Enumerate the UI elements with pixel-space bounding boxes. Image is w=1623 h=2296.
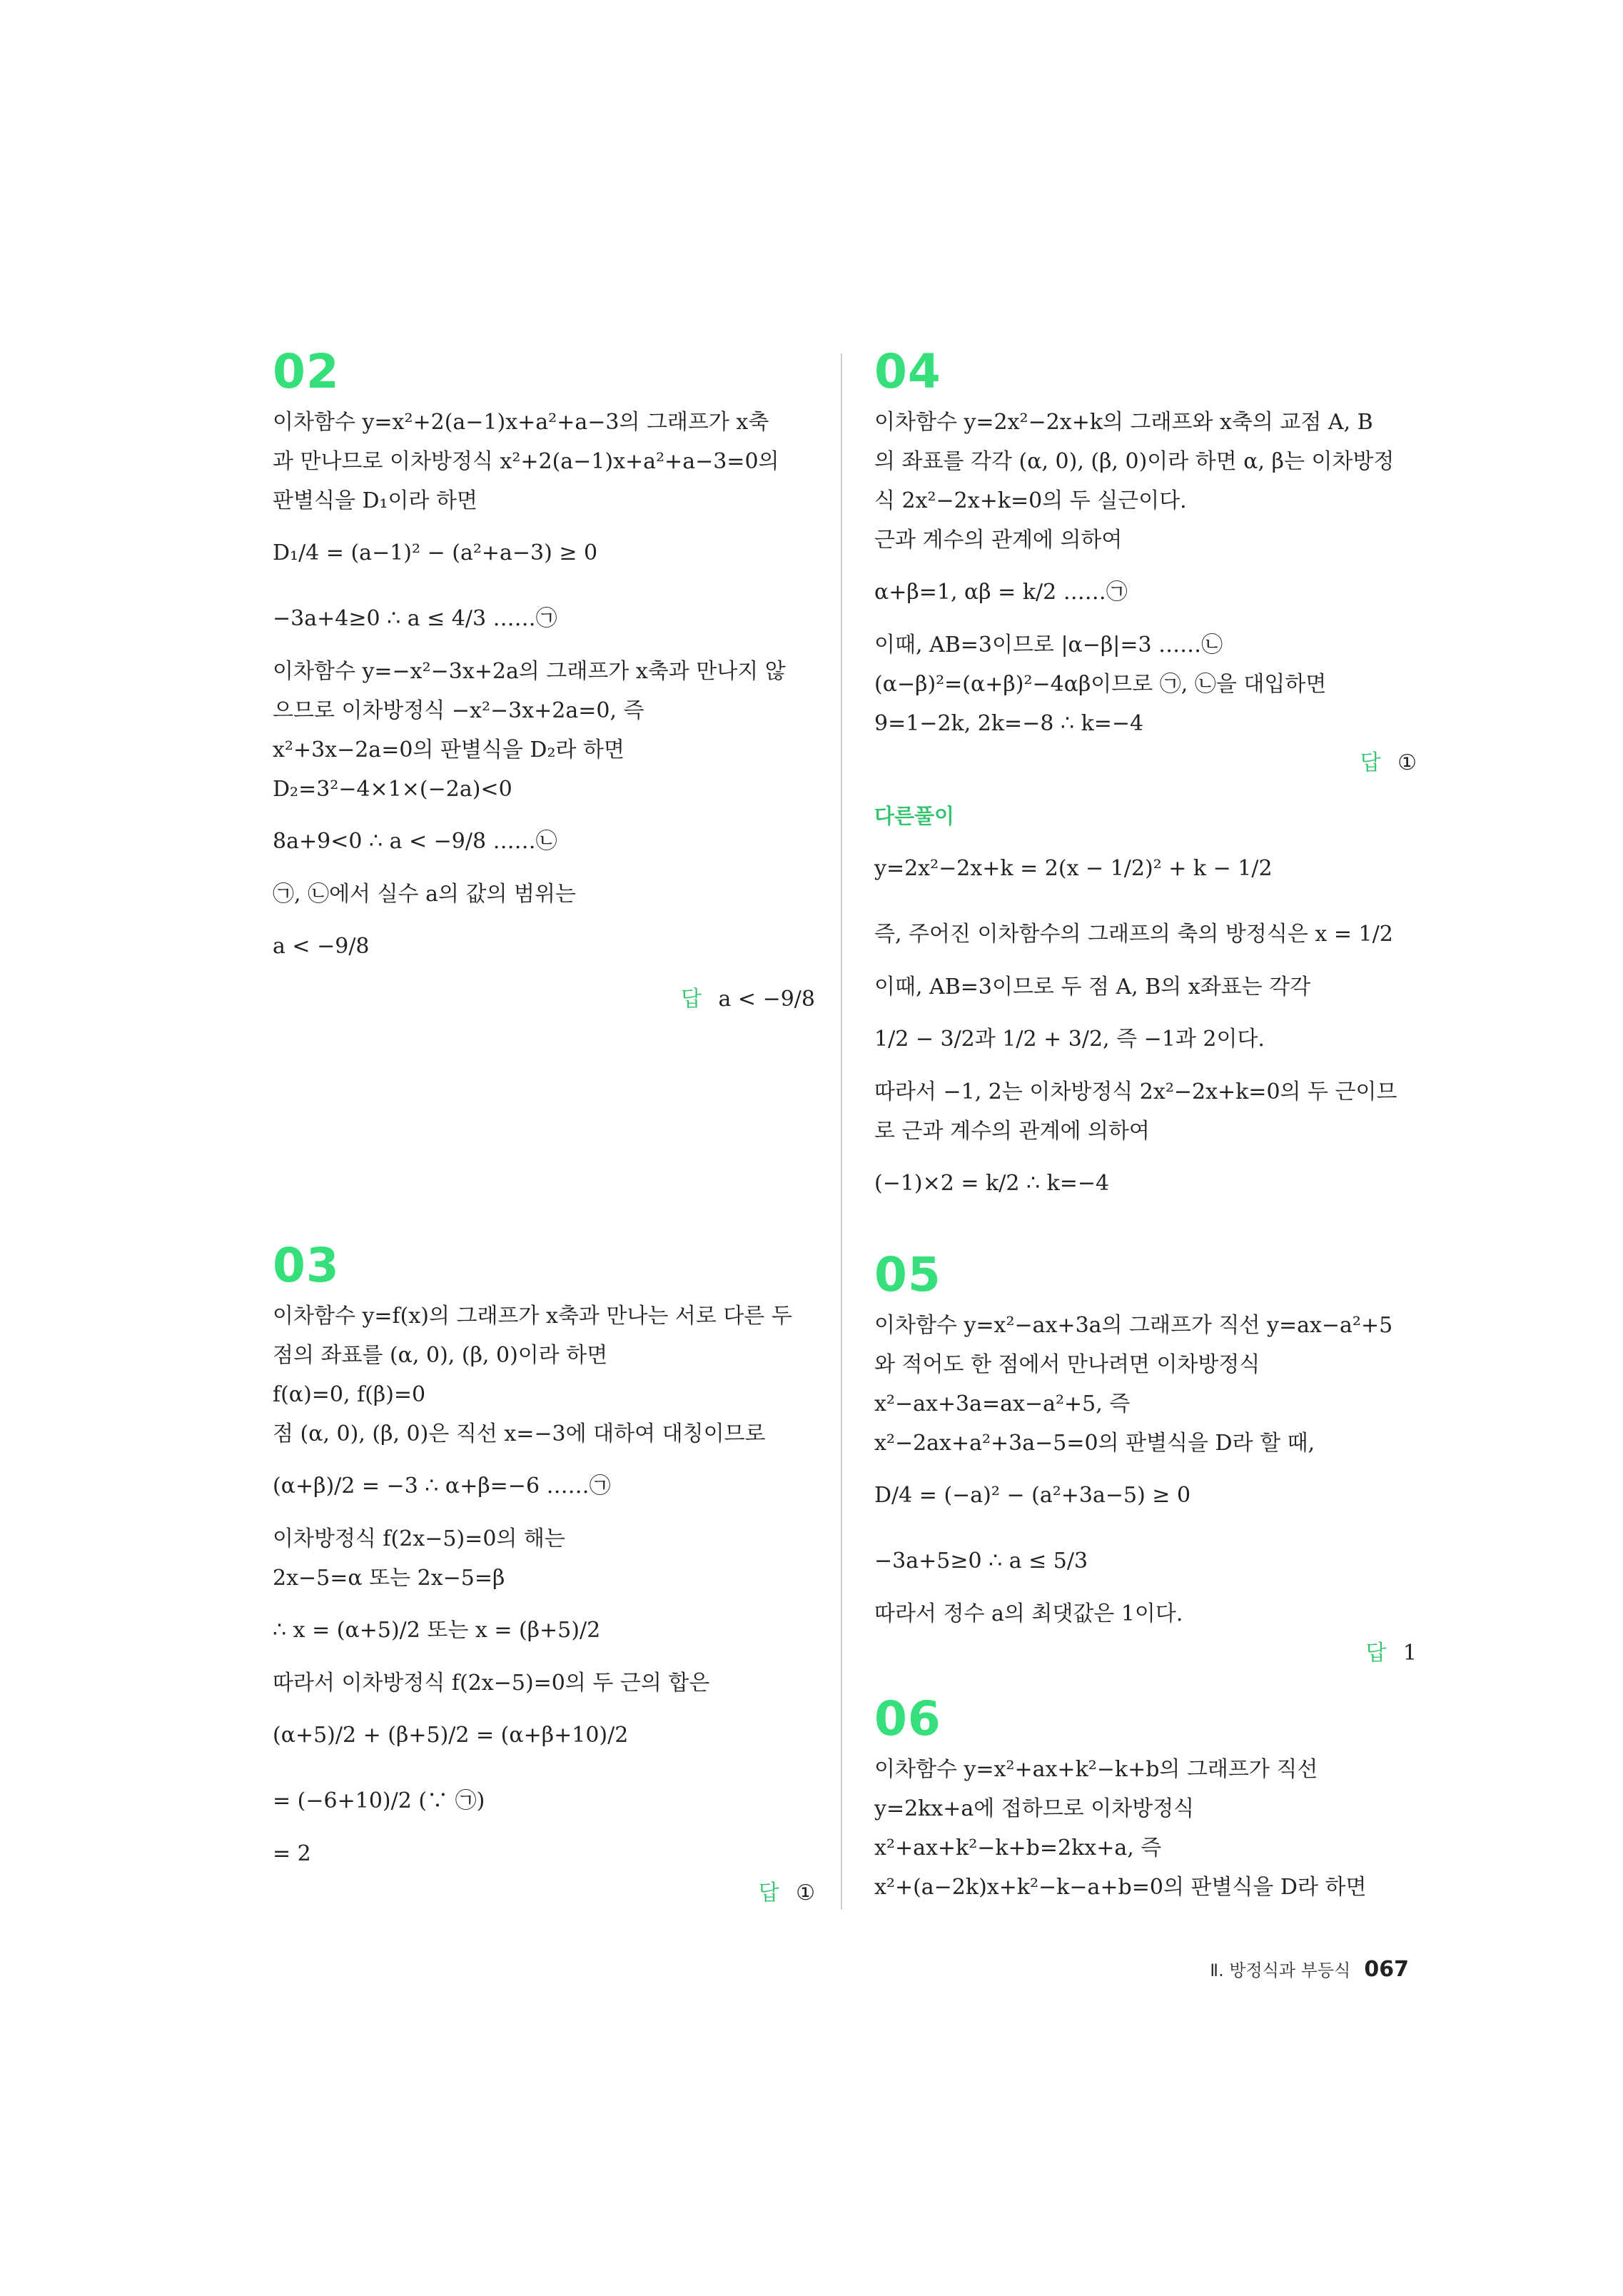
text-line: 이차함수 y=−x²−3x+2a의 그래프가 x축과 만나지 않 bbox=[273, 659, 786, 684]
problem-06 bbox=[874, 1691, 1417, 1907]
alternative-solution-title: 다른풀이 bbox=[874, 804, 955, 828]
equation-line: = (−6+10)/2 (∵ ㉠) bbox=[273, 1788, 485, 1813]
problem-number: 03 bbox=[273, 1238, 340, 1293]
text-line: 이차함수 y=x²−ax+3a의 그래프가 직선 y=ax−a²+5 bbox=[874, 1313, 1393, 1338]
answer-value: ① bbox=[796, 1880, 815, 1905]
text-line: 이차방정식 f(2x−5)=0의 해는 bbox=[273, 1526, 565, 1551]
equation-line: D₂=3²−4×1×(−2a)<0 bbox=[273, 777, 512, 802]
equation-line: (α+β)/2 = −3 ∴ α+β=−6 ……㉠ bbox=[273, 1474, 611, 1499]
equation-line: a < −9/8 bbox=[273, 934, 370, 959]
text-line: 식 2x²−2x+k=0의 두 실근이다. bbox=[874, 488, 1187, 513]
page-footer bbox=[1210, 1956, 1409, 1982]
text-line: 즉, 주어진 이차함수의 그래프의 축의 방정식은 x = 1/2 bbox=[874, 922, 1393, 947]
section-title: Ⅱ. 방정식과 부등식 bbox=[1210, 1960, 1351, 1980]
equation-line: 2x−5=α 또는 2x−5=β bbox=[273, 1566, 505, 1591]
problem-number: 04 bbox=[874, 344, 941, 399]
equation-line: x²−ax+3a=ax−a²+5, 즉 bbox=[874, 1391, 1131, 1416]
answer-value: ① bbox=[1397, 750, 1417, 775]
equation-line: −3a+4≥0 ∴ a ≤ 4/3 ……㉠ bbox=[273, 606, 557, 631]
text-line: 로 근과 계수의 관계에 의하여 bbox=[874, 1119, 1150, 1144]
page-number: 067 bbox=[1364, 1957, 1409, 1982]
equation-line: D₁/4 = (a−1)² − (a²+a−3) ≥ 0 bbox=[273, 540, 598, 565]
text-line: 점 (α, 0), (β, 0)은 직선 x=−3에 대하여 대칭이므로 bbox=[273, 1421, 766, 1446]
text-line: 이때, AB=3이므로 두 점 A, B의 x좌표는 각각 bbox=[874, 975, 1311, 1000]
equation-line: 1/2 − 3/2과 1/2 + 3/2, 즉 −1과 2이다. bbox=[874, 1027, 1265, 1052]
text-line: y=2kx+a에 접하므로 이차방정식 bbox=[874, 1796, 1195, 1821]
equation-line: f(α)=0, f(β)=0 bbox=[273, 1382, 426, 1407]
equation-line: (−1)×2 = k/2 ∴ k=−4 bbox=[874, 1171, 1110, 1196]
equation-line: 이때, AB=3이므로 |α−β|=3 ……㉡ bbox=[874, 633, 1223, 658]
answer-label: 답 bbox=[1360, 750, 1381, 775]
text-line: x²+(a−2k)x+k²−k−a+b=0의 판별식을 D라 하면 bbox=[874, 1875, 1367, 1900]
equation-line: x²+ax+k²−k+b=2kx+a, 즉 bbox=[874, 1836, 1162, 1861]
answer-label: 답 bbox=[758, 1880, 779, 1905]
answer-label: 답 bbox=[1365, 1641, 1387, 1666]
equation-line: D/4 = (−a)² − (a²+3a−5) ≥ 0 bbox=[874, 1483, 1191, 1508]
equation-line: 8a+9<0 ∴ a < −9/8 ……㉡ bbox=[273, 829, 557, 854]
problem-number: 02 bbox=[273, 344, 340, 399]
text-line: 와 적어도 한 점에서 만나려면 이차방정식 bbox=[874, 1352, 1260, 1377]
equation-line: 9=1−2k, 2k=−8 ∴ k=−4 bbox=[874, 711, 1144, 736]
equation-line: = 2 bbox=[273, 1841, 311, 1866]
problem-02 bbox=[273, 344, 815, 1019]
text-line: 이차함수 y=x²+2(a−1)x+a²+a−3의 그래프가 x축 bbox=[273, 410, 769, 435]
column-divider bbox=[841, 353, 842, 1910]
text-line: 이차함수 y=f(x)의 그래프가 x축과 만나는 서로 다른 두 bbox=[273, 1304, 792, 1329]
problem-04 bbox=[874, 344, 1417, 1217]
text-line: 이차함수 y=2x²−2x+k의 그래프와 x축의 교점 A, B bbox=[874, 410, 1373, 435]
text-line: 점의 좌표를 (α, 0), (β, 0)이라 하면 bbox=[273, 1343, 608, 1368]
problem-05 bbox=[874, 1247, 1417, 1673]
text-line: ㉠, ㉡에서 실수 a의 값의 범위는 bbox=[273, 882, 576, 907]
equation-line: (α+5)/2 + (β+5)/2 = (α+β+10)/2 bbox=[273, 1723, 629, 1748]
text-line: 따라서 정수 a의 최댓값은 1이다. bbox=[874, 1601, 1183, 1626]
text-line: 근과 계수의 관계에 의하여 bbox=[874, 528, 1123, 553]
equation-line: ∴ x = (α+5)/2 또는 x = (β+5)/2 bbox=[273, 1618, 601, 1643]
text-line: x²+3x−2a=0의 판별식을 D₂라 하면 bbox=[273, 737, 625, 762]
text-line: 판별식을 D₁이라 하면 bbox=[273, 488, 477, 513]
equation-line: y=2x²−2x+k = 2(x − 1/2)² + k − 1/2 bbox=[874, 856, 1273, 881]
answer-value: 1 bbox=[1402, 1641, 1417, 1666]
text-line: 과 만나므로 이차방정식 x²+2(a−1)x+a²+a−3=0의 bbox=[273, 449, 779, 474]
equation-line: (α−β)²=(α+β)²−4αβ이므로 ㉠, ㉡을 대입하면 bbox=[874, 672, 1327, 697]
equation-line: −3a+5≥0 ∴ a ≤ 5/3 bbox=[874, 1549, 1088, 1574]
text-line: x²−2ax+a²+3a−5=0의 판별식을 D라 할 때, bbox=[874, 1431, 1315, 1456]
answer bbox=[273, 1873, 815, 1913]
answer-label: 답 bbox=[680, 987, 702, 1012]
answer-value: a < −9/8 bbox=[718, 987, 815, 1012]
answer bbox=[874, 743, 1417, 782]
text-line: 따라서 −1, 2는 이차방정식 2x²−2x+k=0의 두 근이므 bbox=[874, 1079, 1397, 1104]
text-line: 으므로 이차방정식 −x²−3x+2a=0, 즉 bbox=[273, 698, 644, 723]
problem-number: 06 bbox=[874, 1691, 941, 1746]
text-line: 이차함수 y=x²+ax+k²−k+b의 그래프가 직선 bbox=[874, 1757, 1318, 1782]
answer bbox=[273, 980, 815, 1019]
text-line: 의 좌표를 각각 (α, 0), (β, 0)이라 하면 α, β는 이차방정 bbox=[874, 449, 1395, 474]
equation-line: α+β=1, αβ = k/2 ……㉠ bbox=[874, 580, 1128, 605]
text-line: 따라서 이차방정식 f(2x−5)=0의 두 근의 합은 bbox=[273, 1671, 710, 1696]
problem-number: 05 bbox=[874, 1247, 941, 1302]
answer bbox=[874, 1633, 1417, 1673]
problem-03 bbox=[273, 1238, 815, 1913]
